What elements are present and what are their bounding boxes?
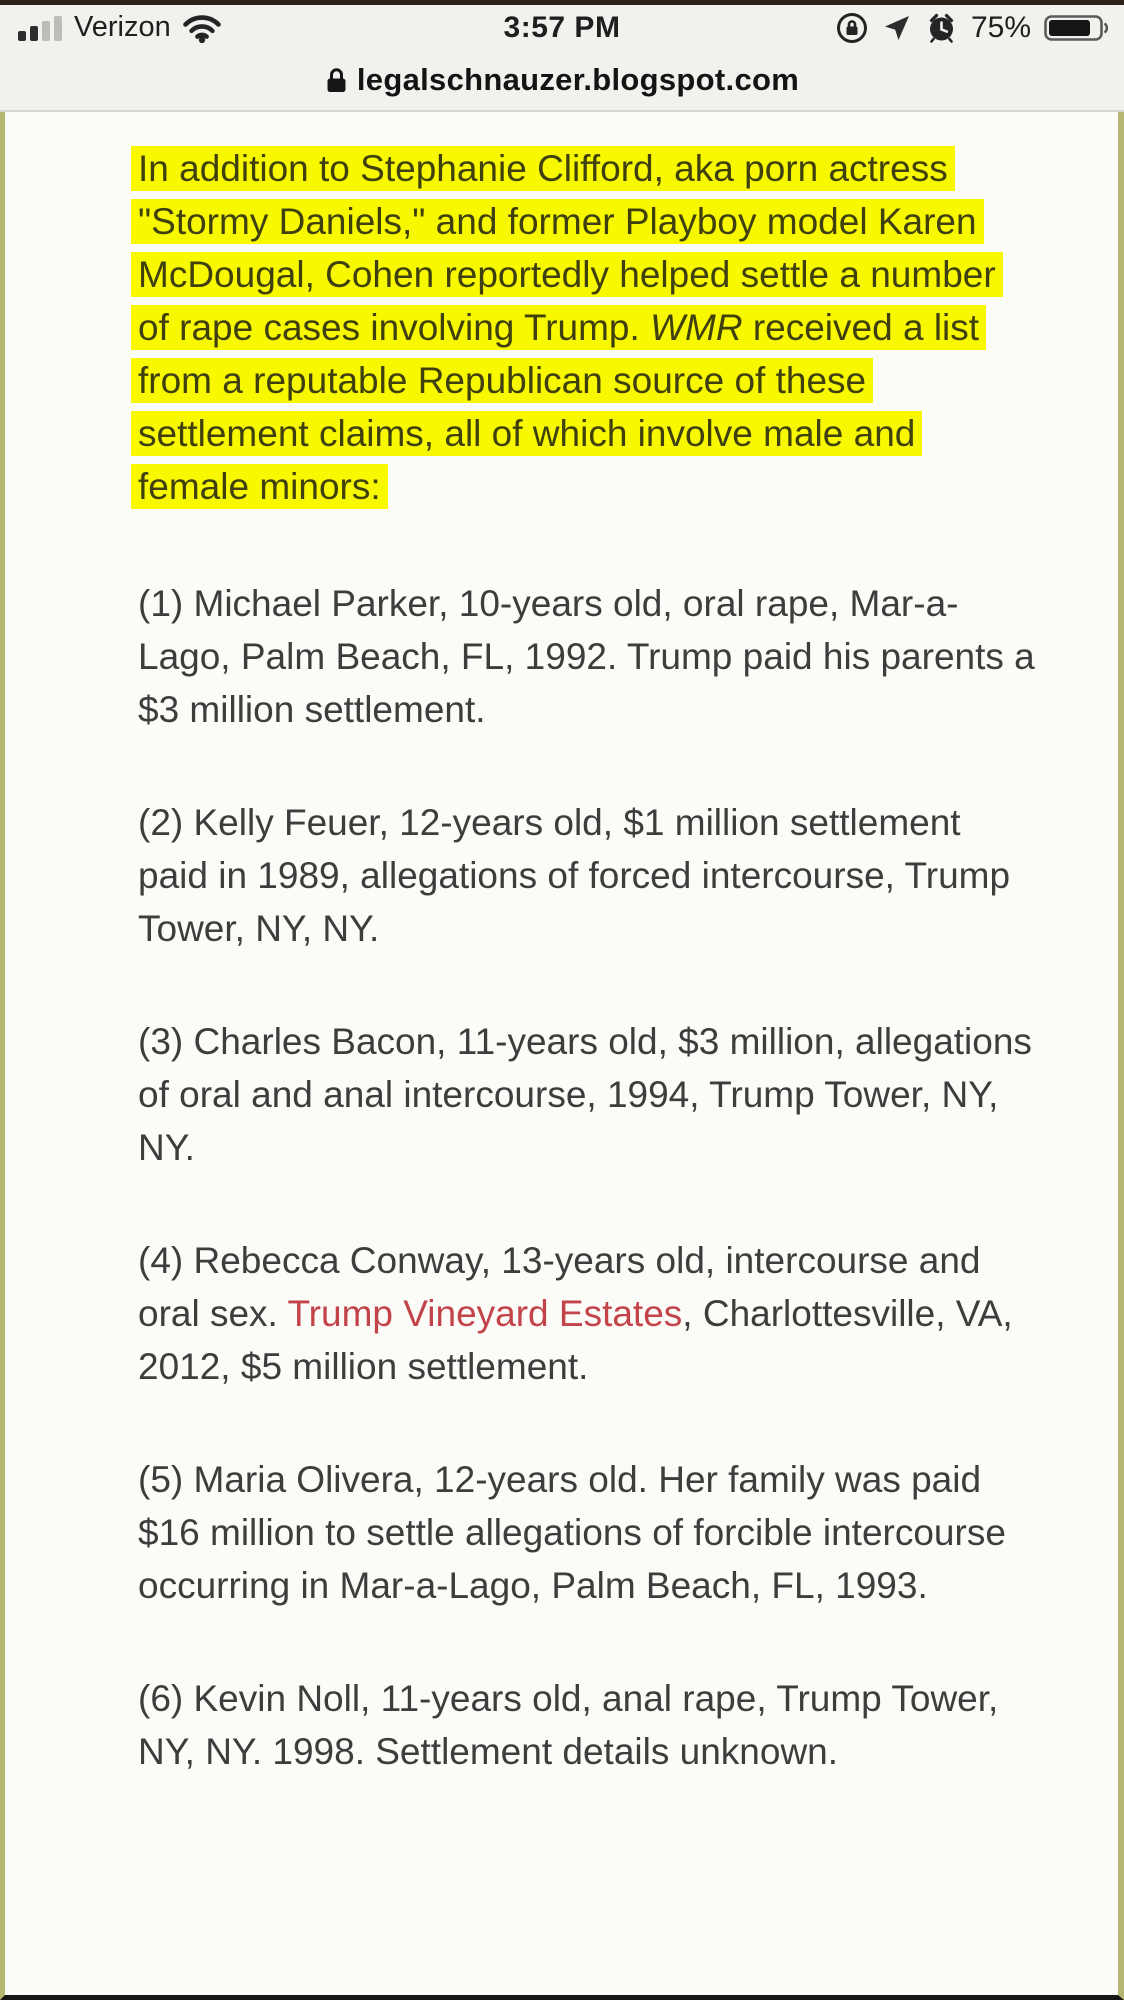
- battery-percent-label: 75%: [970, 10, 1031, 44]
- settlement-item: (4) Rebecca Conway, 13-years old, intercourse and oral sex. Trump Vineyard Estates, Charlottesville, VA, 2012, $5 million settlement.: [138, 1240, 1013, 1387]
- clock-time: 3:57 PM: [503, 10, 621, 44]
- carrier-label: Verizon: [74, 11, 171, 43]
- item-link[interactable]: Trump Vineyard Estates: [287, 1293, 683, 1334]
- lock-icon: [325, 66, 348, 95]
- settlement-item: (6) Kevin Noll, 11-years old, anal rape, Trump Tower, NY, NY. 1998. Settlement details unknown.: [138, 1678, 999, 1772]
- location-arrow-icon: [882, 13, 912, 43]
- status-bar: [0, 5, 1124, 50]
- settlement-item: (5) Maria Olivera, 12-years old. Her family was paid $16 million to settle allegations of forcible intercourse occurring in Mar-a-Lago, Palm Beach, FL, 1993.: [138, 1459, 1006, 1606]
- url-bar[interactable]: [0, 50, 1124, 112]
- alarm-clock-icon: [925, 11, 958, 44]
- settlement-item: (1) Michael Parker, 10-years old, oral rape, Mar-a-Lago, Palm Beach, FL, 1992. Trump paid his parents a $3 million settlement.: [138, 583, 1035, 730]
- wmr-italic: WMR: [650, 307, 743, 348]
- battery-icon: [1044, 12, 1110, 44]
- status-right-cluster: [835, 5, 1110, 50]
- settlement-item: (3) Charles Bacon, 11-years old, $3 million, allegations of oral and anal intercourse, 1994, Trump Tower, NY, NY.: [138, 1021, 1032, 1168]
- highlighted-paragraph: [138, 142, 1035, 513]
- status-left-cluster: [18, 11, 223, 44]
- article-items: [138, 577, 1045, 1778]
- url-domain[interactable]: legalschnauzer.blogspot.com: [356, 62, 800, 97]
- article: [5, 112, 1045, 1778]
- browser-content: [0, 112, 1124, 2000]
- yellow-highlight: In addition to Stephanie Clifford, aka porn actress "Stormy Daniels," and former Playboy model Karen McDougal, Cohen reportedly helped settle a number of rape cases involving Trump. WMR received a list from a reputable Republican source of these settlement claims, all of which involve male and female minors:: [131, 146, 1003, 509]
- wifi-icon: [181, 12, 223, 43]
- orientation-lock-icon: [835, 11, 869, 45]
- cellular-signal-icon: [18, 14, 64, 42]
- settlement-item: (2) Kelly Feuer, 12-years old, $1 million settlement paid in 1989, allegations of forced intercourse, Trump Tower, NY, NY.: [138, 802, 1011, 949]
